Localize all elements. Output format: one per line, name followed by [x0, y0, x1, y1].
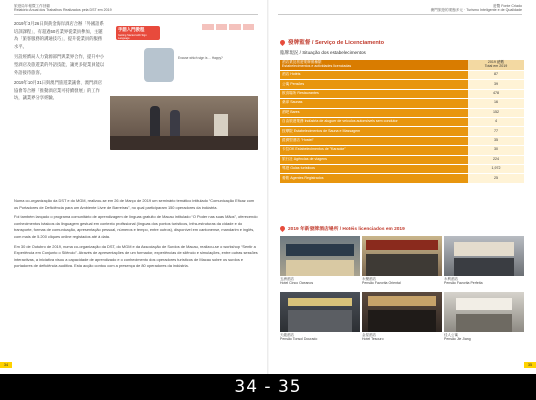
license-table-row — [280, 155, 524, 164]
license-table-row — [280, 164, 524, 173]
hotel-photo — [280, 236, 360, 276]
presenter-video — [144, 48, 174, 82]
license-count-cell: 25 — [468, 174, 524, 183]
license-table-row — [280, 89, 524, 98]
left-header-zh: 旅遊局年報暨工作回顧 — [14, 4, 50, 8]
right-header-rule — [278, 14, 522, 15]
license-type-cell: 經濟型酒店 "Hostel" — [280, 136, 468, 145]
slide-title-box — [116, 26, 160, 40]
license-table-row — [280, 117, 524, 126]
license-table-row — [280, 71, 524, 80]
left-page — [0, 0, 268, 374]
left-page-number: 34 — [0, 362, 12, 368]
license-table-row — [280, 146, 524, 155]
license-table-row — [280, 127, 524, 136]
slide-caption: Excuse which sign is ... Happy? — [178, 56, 223, 60]
hotel-card: 五洲酒店 Hotel Cinco Oceanos — [280, 236, 360, 285]
cn-paragraph-3: 2019年10月31日與澳門旅遊業議會、澳門酒店協會等合辦「推動酒店業可持續發展」的工作坊，讓業界分享經驗。 — [14, 80, 102, 101]
right-page — [268, 0, 536, 374]
license-type-cell: 導遊 Guias turísticos — [280, 164, 468, 173]
hotels-section-title: 2019 年新發牌酒店場所 / Hotéis licenciados em 2019 — [280, 226, 405, 233]
speaker-figure-2 — [170, 110, 180, 136]
right-header — [431, 4, 522, 13]
license-count-cell: 30 — [468, 146, 524, 155]
right-header-pt: 澳門旅遊的業態多元 · Turismo Inteligente e de Qualidade — [430, 8, 522, 13]
seminar-photo — [110, 20, 258, 150]
stage-area — [110, 96, 258, 150]
cn-paragraph-1: 2019年3月26日與黃金海岸酒店合辦「外國語系培訓課程」，有超過50名業界從業員參加，主題為「旅客服務的溝通技巧」，提升從業員的服務水平。 — [14, 21, 104, 49]
license-table-row — [280, 174, 524, 183]
right-header-zh: 遊覽 Fonte Criado — [493, 4, 522, 8]
license-type-cell: 旅行社 Agências de viagens — [280, 155, 468, 164]
license-count-cell: 224 — [468, 155, 524, 164]
slide-subtitle: Getting Started with Sign Language — [118, 34, 147, 40]
license-count-cell: 16 — [468, 99, 524, 108]
license-type-cell: 酒吧 Bares — [280, 108, 468, 117]
hotel-photo — [362, 236, 442, 276]
hotel-card: 金星酒店 Hotel Tesouro — [362, 292, 442, 341]
license-count-cell: 478 — [468, 89, 524, 98]
hotel-card: 永利酒店 Pensão Favorita Perfeita — [444, 236, 524, 285]
license-count-cell: 1,972 — [468, 164, 524, 173]
hotel-photo — [362, 292, 442, 332]
hotel-photo — [280, 292, 360, 332]
license-count-cell: 152 — [468, 108, 524, 117]
license-count-cell: 87 — [468, 71, 524, 80]
licensing-section-title: 發牌監督 / Serviço de Licenciamento — [280, 40, 384, 47]
pt-column — [14, 198, 258, 273]
license-type-cell: 餐飲 Agentes Registrados — [280, 174, 468, 183]
license-type-cell: 按摩院 Estabelecimentos de Sauna e Massagem — [280, 127, 468, 136]
location-pin-icon — [279, 39, 286, 46]
right-page-number: 35 — [524, 362, 536, 368]
pt-paragraph-1: Numa co-organização da DST e do MGM, realizou-se em 26 de Março de 2019 um seminário temático intitulado “Comunicação Eficaz com os Portadores de Deficiência para um Ambiente Livre de Barreiras”, no qual participaram 150 operadores da indústria. — [14, 198, 255, 210]
pt-paragraph-2: Foi também lançado o programa comunitário de aprendizagem de línguas gratuito de Macau intitulado “O Poder nas suas Mãos”, oferecendo conhecimentos básicos da linguagem gestual em contexto profissional (línguas dos pontos turísticos, infra-estruturas da cidade e do transporte, formas de comunicação, apresentação pessoal, números e tempo, entre outros), disponível em cantonense, mandarim e inglês, com mais de 5.200 cliques online registados até à data. — [14, 214, 258, 239]
hotel-card: 佳人公寓 Pensão Jie Jiang — [444, 292, 524, 341]
license-table-row — [280, 136, 524, 145]
license-table-row — [280, 80, 524, 89]
audience-row — [110, 136, 258, 150]
slide-tab-strip — [202, 24, 254, 30]
hotel-photo — [444, 236, 524, 276]
pt-paragraph-3: Em 30 de Outubro de 2019, numa co-organização da DST, do MGM e da Associação de Surdos de Macau, realizou-se o workshop “Sentir a Experiência em Conjunto o Silêncio”. Através de apresentações de um formador, experiências de silêncio e simulações, entre outras sessões interactivas, a iniciativa visou a capacidade de aprendizado e o conhecimento dos operadores turísticos de Macau sobre os surdos e portadores de deficiência auditiva. Esta acção contou com a presença de 80 operadores da indústria. — [14, 243, 258, 269]
license-type-cell: 自由旅遊業務 Indústria de aluguer de veículos automóveis sem condutor — [280, 117, 468, 126]
license-type-cell: 公寓 Pensões — [280, 80, 468, 89]
license-type-cell: 桑拿 Saunas — [280, 99, 468, 108]
licensing-subtitle: 臨牌現況 / Situação dos estabelecimentos — [280, 50, 366, 55]
license-count-cell: 39 — [468, 80, 524, 89]
license-table — [280, 60, 524, 184]
cn-column — [14, 20, 106, 105]
license-table-row — [280, 99, 524, 108]
hotel-photo — [444, 292, 524, 332]
page-range-label: 34 - 35 — [0, 374, 536, 400]
cn-paragraph-2: 另設經濟局人力資源部門與業界合作，提升中小型酒店及旅遊業的外語技能，讓更多從業員能以外語接待旅客。 — [14, 54, 105, 75]
left-header-pt: Relatório Anual dos Trabalhos Realizados pela DST em 2019 — [14, 8, 112, 13]
projection-screen — [110, 20, 258, 96]
license-table-row — [280, 108, 524, 117]
left-header-rule — [14, 14, 258, 15]
hotel-card: 永樂酒店 Pensão Favorita Oriental — [362, 236, 442, 285]
speaker-figure-1 — [150, 106, 160, 136]
license-table-header: 酒店業及旅遊業牌照種類 Estabelecimentos e actividades licenciadas 2019 總數 Total em 2019 — [280, 60, 524, 71]
license-type-cell: 卡拉OK Estabelecimentos de "Karaoke" — [280, 146, 468, 155]
left-header — [14, 4, 112, 13]
podium — [214, 114, 228, 136]
license-type-cell: 酒店 Hotéis — [280, 71, 468, 80]
license-count-cell: 35 — [468, 136, 524, 145]
license-count-cell: 77 — [468, 127, 524, 136]
location-pin-icon — [279, 225, 286, 232]
slide-title: 手語入門教程 — [118, 27, 145, 32]
license-type-cell: 飲食場所 Restaurantes — [280, 89, 468, 98]
hotel-card: 天龍酒店 Pensão Tonsol Dourado — [280, 292, 360, 341]
license-count-cell: 4 — [468, 117, 524, 126]
